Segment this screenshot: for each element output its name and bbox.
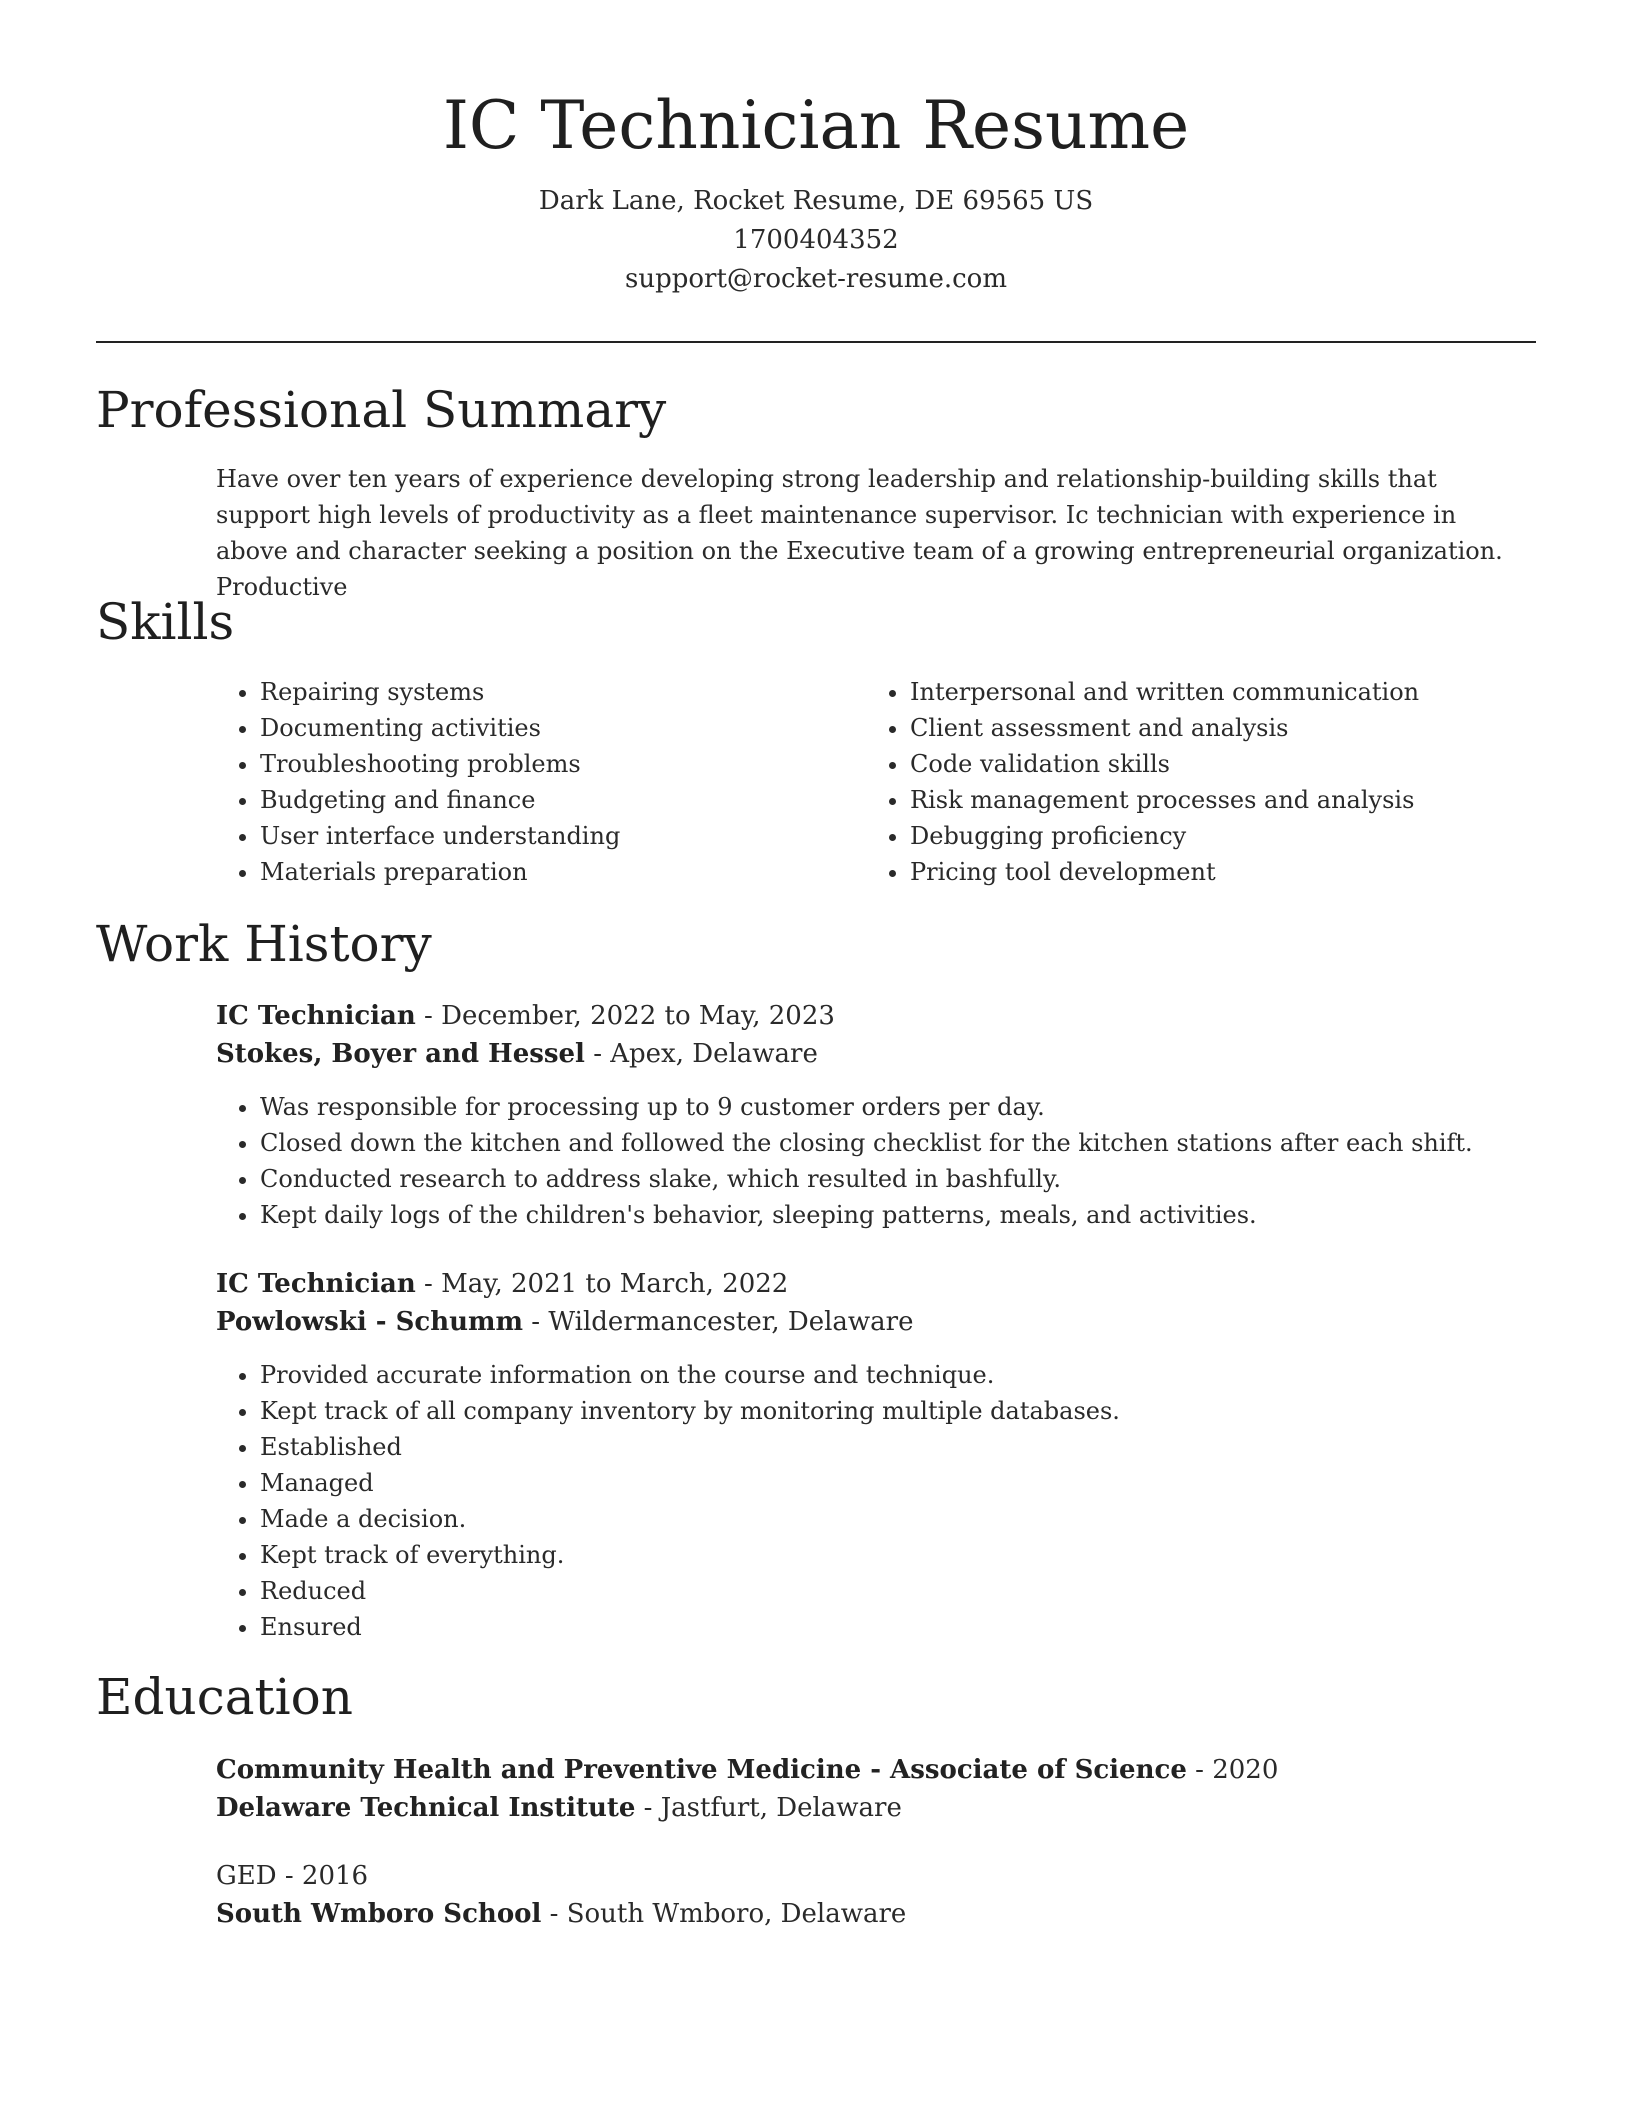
skill-item: • Budgeting and finance [260,782,816,818]
skill-item: • Documenting activities [260,710,816,746]
skill-item: • Repairing systems [260,674,816,710]
skills-column-right [866,674,1526,890]
job-role: IC Technician [216,1001,416,1031]
edu-location: - Jastfurt, Delaware [635,1793,902,1823]
job-entry [216,1265,1526,1645]
skill-item: • Client assessment and analysis [910,710,1526,746]
header-divider [96,341,1536,343]
job-bullet: • Closed down the kitchen and followed the closing checklist for the kitchen stations after each shift. [260,1125,1526,1161]
job-bullet: • Kept track of all company inventory by monitoring multiple databases. [260,1393,1526,1429]
job-company: Powlowski - Schumm [216,1307,524,1337]
job-bullet: • Kept daily logs of the children's behavior, sleeping patterns, meals, and activities. [260,1197,1526,1233]
education-title: Education [96,1668,353,1726]
job-bullet: • Was responsible for processing up to 9 customer orders per day. [260,1089,1526,1125]
job-location: - Apex, Delaware [584,1039,818,1069]
edu-year: - 2020 [1186,1755,1279,1785]
edu-location: - South Wmboro, Delaware [541,1899,907,1929]
work-history-title: Work History [96,915,432,973]
edu-degree-line [216,1857,1526,1895]
contact-phone: 1700404352 [733,225,899,255]
resume-header [96,82,1536,299]
job-bullet: • Made a decision. [260,1501,1526,1537]
education-entry [216,1857,1526,1933]
job-company-line [216,1035,1526,1073]
edu-degree: GED [216,1861,277,1891]
edu-degree: Community Health and Preventive Medicine - Associate of Science [216,1755,1187,1785]
skill-item: • Risk management processes and analysis [910,782,1526,818]
skill-item: • Troubleshooting problems [260,746,816,782]
skill-item: • Interpersonal and written communication [910,674,1526,710]
skills-column-left [216,674,816,890]
job-company-line [216,1303,1526,1341]
edu-school-line [216,1895,1526,1933]
job-bullet: • Provided accurate information on the course and technique. [260,1357,1526,1393]
job-location: - Wildermancester, Delaware [523,1307,914,1337]
skill-item: • Code validation skills [910,746,1526,782]
job-bullet: • Ensured [260,1609,1526,1645]
skill-item: • Pricing tool development [910,854,1526,890]
job-bullets [216,1357,1526,1645]
job-title-line [216,997,1526,1035]
job-dates: - May, 2021 to March, 2022 [415,1269,789,1299]
job-entry [216,997,1526,1233]
edu-school-line [216,1789,1526,1827]
summary-text: Have over ten years of experience developing strong leadership and relationship-building skills that support high levels of productivity as a fleet maintenance supervisor. Ic technician with experience in above and character seeking a position on the Executive team of a growing entrepreneurial organization. Productive [216,465,1503,601]
job-bullet: • Established [260,1429,1526,1465]
summary-title: Professional Summary [96,381,667,439]
job-company: Stokes, Boyer and Hessel [216,1039,585,1069]
contact-email: support@rocket-resume.com [624,264,1007,294]
skill-item: • User interface understanding [260,818,816,854]
edu-school: South Wmboro School [216,1899,542,1929]
job-role: IC Technician [216,1269,416,1299]
job-bullet: • Managed [260,1465,1526,1501]
edu-year: - 2016 [276,1861,369,1891]
resume-name: IC Technician Resume [442,87,1190,164]
job-dates: - December, 2022 to May, 2023 [415,1001,835,1031]
job-bullets [216,1089,1526,1233]
job-bullet: • Conducted research to address slake, which resulted in bashfully. [260,1161,1526,1197]
skill-item: • Debugging proficiency [910,818,1526,854]
job-bullet: • Reduced [260,1573,1526,1609]
skills-title: Skills [96,593,235,651]
edu-school: Delaware Technical Institute [216,1793,636,1823]
skill-item: • Materials preparation [260,854,816,890]
edu-degree-line [216,1751,1526,1789]
job-title-line [216,1265,1526,1303]
job-bullet: • Kept track of everything. [260,1537,1526,1573]
contact-address: Dark Lane, Rocket Resume, DE 69565 US [538,186,1094,216]
education-entry [216,1751,1526,1827]
